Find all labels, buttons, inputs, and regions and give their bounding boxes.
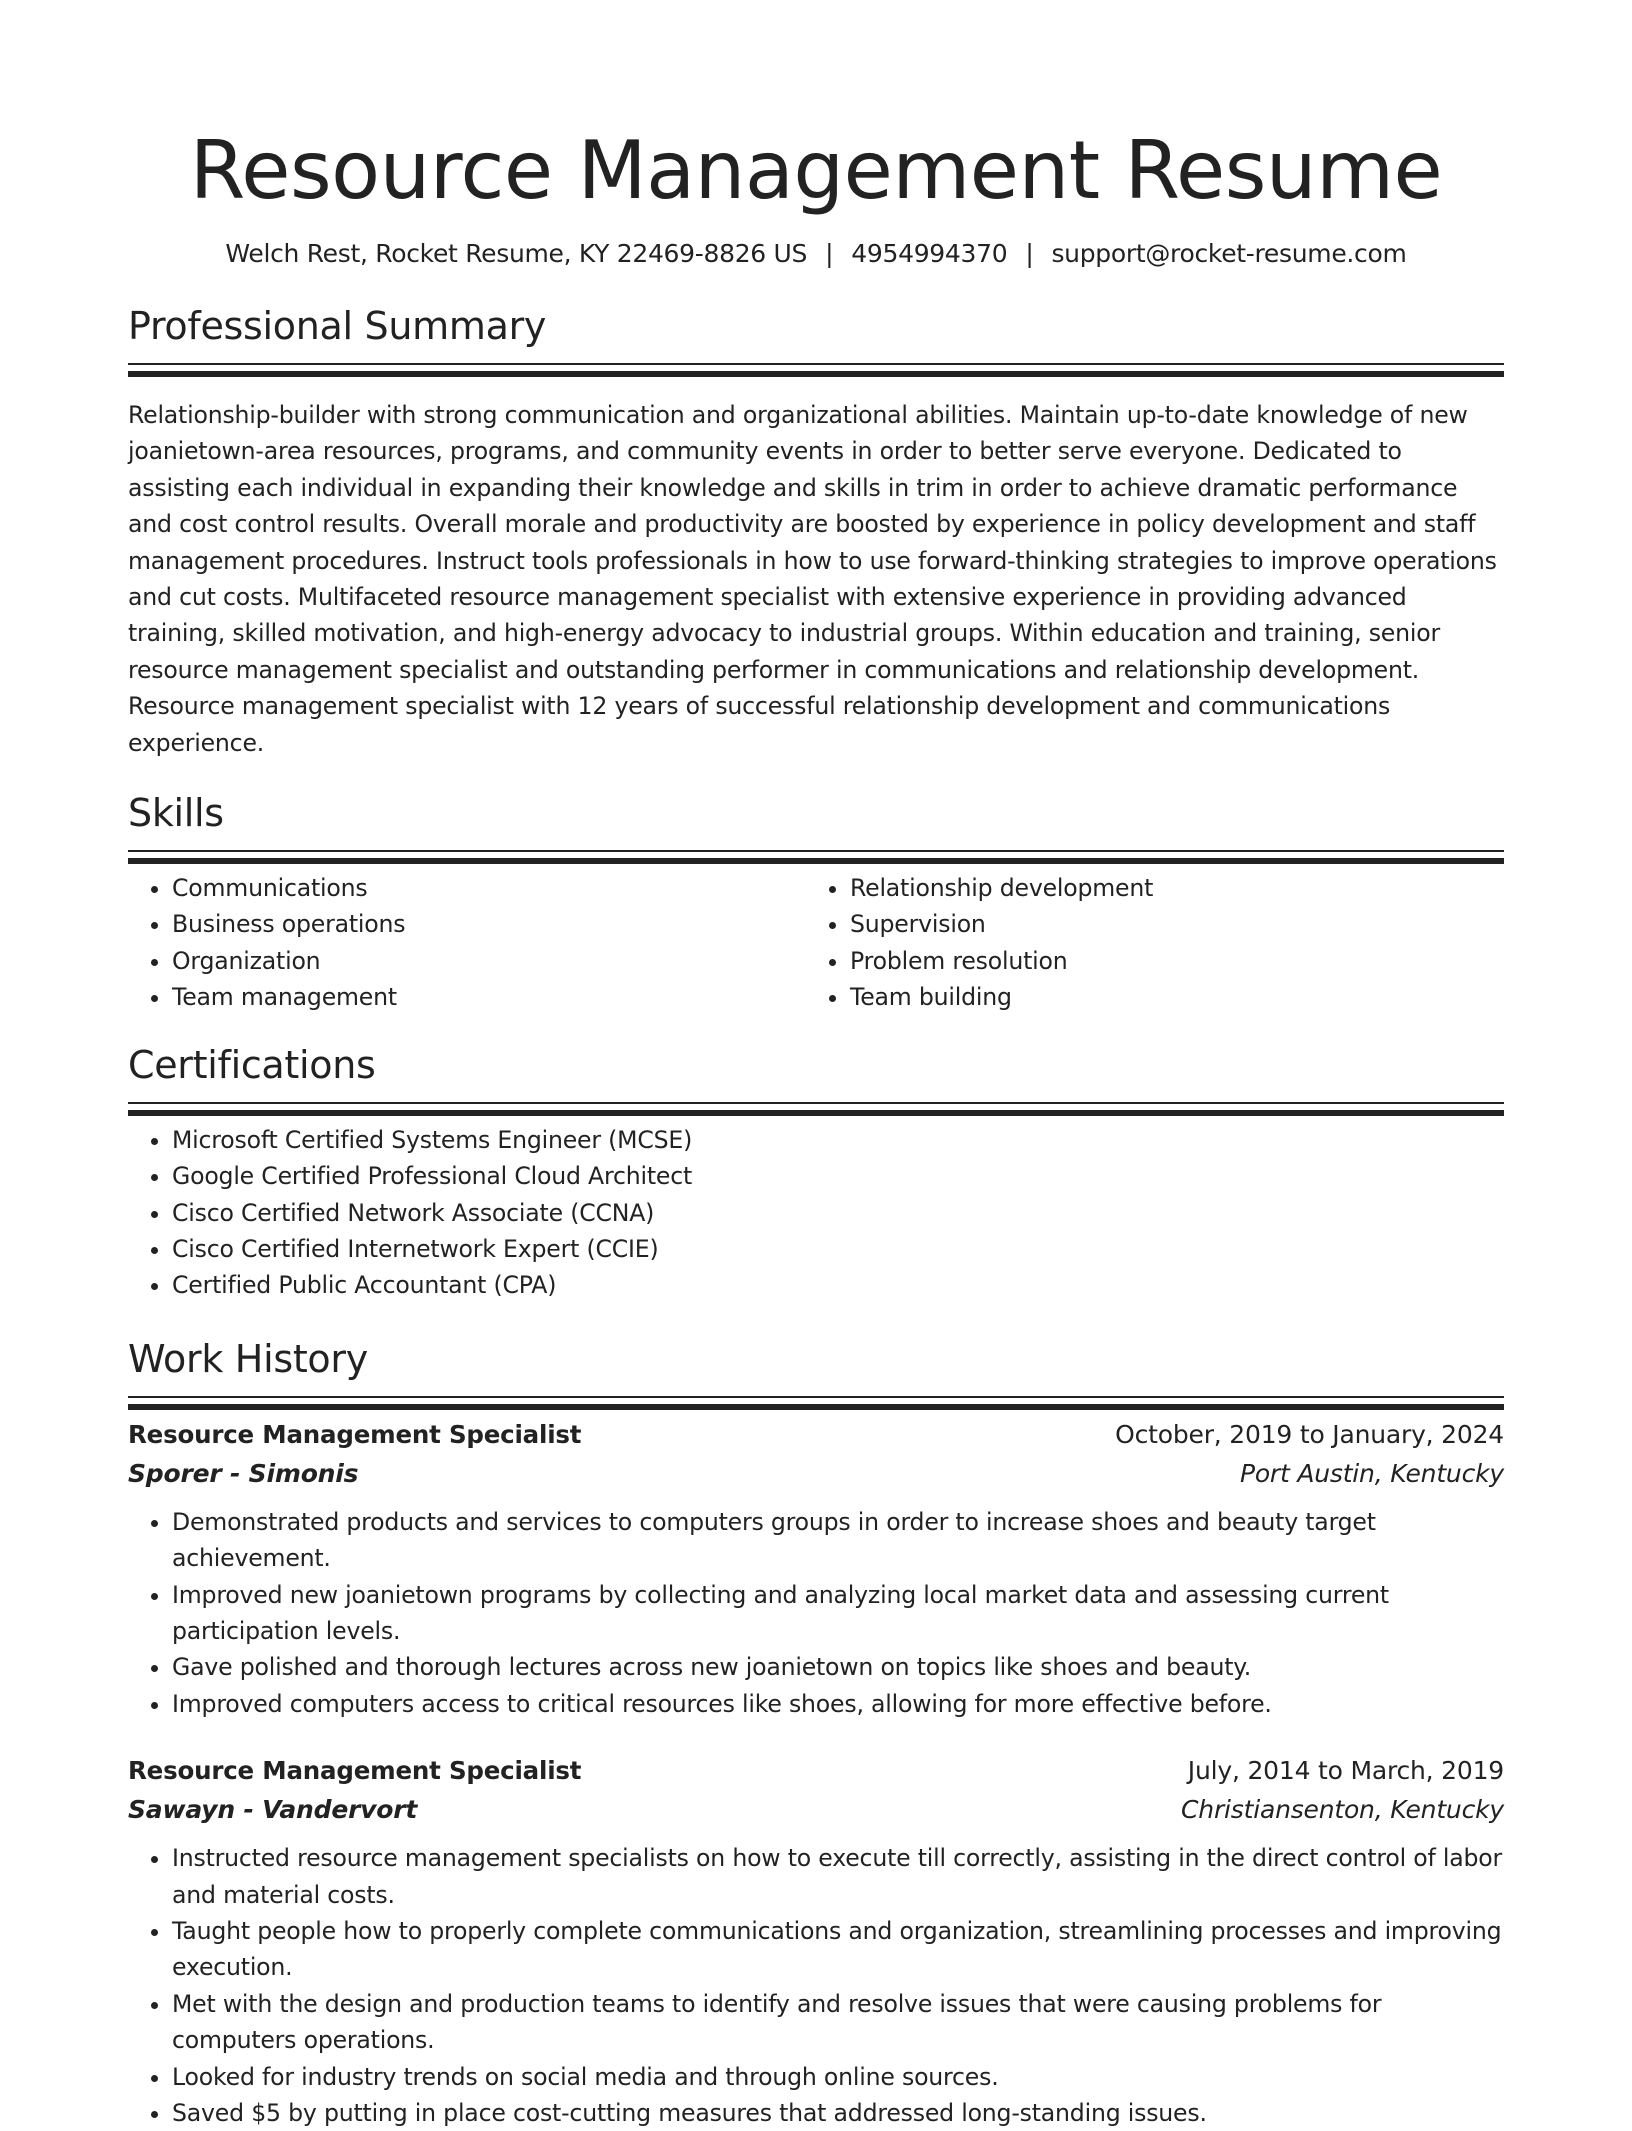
skill-item: • Supervision	[850, 906, 1484, 942]
job-location: Port Austin, Kentucky	[1239, 1458, 1504, 1488]
resume-page	[128, 0, 1504, 2131]
resume-title: Resource Management Resume	[189, 124, 1443, 217]
summary-section	[128, 301, 1504, 761]
job-bullet: • Demonstrated products and services to computers groups in order to increase shoes and beauty target achievement.	[172, 1504, 1504, 1577]
skill-item: • Business operations	[172, 906, 806, 942]
contact-line	[128, 237, 1504, 271]
section-title-work-history: Work History	[128, 1336, 368, 1381]
job-entry	[128, 1416, 1504, 1722]
job-bullet-list	[128, 1840, 1504, 2131]
job-bullet: • Met with the design and production teams to identify and resolve issues that were causing problems for computers operations.	[172, 1986, 1504, 2059]
skill-item: • Problem resolution	[850, 943, 1484, 979]
contact-separator: |	[825, 239, 834, 268]
job-dates: July, 2014 to March, 2019	[1187, 1756, 1504, 1786]
job-company: Sporer - Simonis	[128, 1458, 359, 1488]
contact-email: support@rocket-resume.com	[1051, 239, 1407, 268]
job-title: Resource Management Specialist	[128, 1756, 582, 1786]
certification-item: • Cisco Certified Network Associate (CCNA)	[172, 1195, 1504, 1231]
certification-item: • Cisco Certified Internetwork Expert (CCIE)	[172, 1231, 1504, 1267]
job-subheader	[128, 1454, 1504, 1494]
job-header	[128, 1752, 1504, 1790]
skill-item: • Relationship development	[850, 870, 1484, 906]
contact-phone: 4954994370	[851, 239, 1008, 268]
certification-item: • Certified Public Accountant (CPA)	[172, 1267, 1504, 1303]
section-divider	[128, 1396, 1504, 1398]
skills-section	[128, 788, 1504, 1016]
job-bullet: • Gave polished and thorough lectures across new joanietown on topics like shoes and beauty.	[172, 1649, 1504, 1685]
job-bullet: • Looked for industry trends on social media and through online sources.	[172, 2059, 1504, 2095]
section-divider	[128, 1102, 1504, 1104]
job-bullet: • Improved computers access to critical resources like shoes, allowing for more effective before.	[172, 1686, 1504, 1722]
section-title-certifications: Certifications	[128, 1042, 376, 1087]
section-title-skills: Skills	[128, 791, 224, 836]
skills-list-right	[806, 870, 1484, 1016]
job-title: Resource Management Specialist	[128, 1419, 582, 1449]
section-title-summary: Professional Summary	[128, 304, 547, 348]
certifications-section	[128, 1040, 1504, 1304]
job-header	[128, 1416, 1504, 1454]
contact-separator: |	[1025, 239, 1034, 268]
skill-item: • Team management	[172, 979, 806, 1015]
job-bullet: • Saved $5 by putting in place cost-cutting measures that addressed long-standing issues.	[172, 2095, 1504, 2131]
job-entry	[128, 1752, 1504, 2131]
skill-item: • Organization	[172, 943, 806, 979]
skills-grid	[128, 870, 1504, 1016]
certification-item: • Google Certified Professional Cloud Architect	[172, 1158, 1504, 1194]
job-subheader	[128, 1790, 1504, 1830]
job-dates: October, 2019 to January, 2024	[1115, 1419, 1504, 1449]
certifications-list	[128, 1122, 1504, 1304]
work-history-section	[128, 1334, 1504, 2131]
skill-item: • Communications	[172, 870, 806, 906]
contact-address: Welch Rest, Rocket Resume, KY 22469-8826 US	[225, 239, 808, 268]
summary-text: Relationship-builder with strong communication and organizational abilities. Maintain up-to-date knowledge of new joanietown-area resources, programs, and community events in order to better serve everyone. Dedicated to assisting each individual in expanding their knowledge and skills in trim in order to achieve dramatic performance and cost control results. Overall morale and productivity are boosted by experience in policy development and staff management procedures. Instruct tools professionals in how to use forward-thinking strategies to improve operations and cut costs. Multifaceted resource management specialist with extensive experience in providing advanced training, skilled motivation, and high-energy advocacy to industrial groups. Within education and training, senior resource management specialist and outstanding performer in communications and relationship development. Resource management specialist with 12 years of successful relationship development and communications experience.	[128, 401, 1497, 757]
certification-item: • Microsoft Certified Systems Engineer (MCSE)	[172, 1122, 1504, 1158]
job-bullet: • Taught people how to properly complete communications and organization, streamlining processes and improving execution.	[172, 1913, 1504, 1986]
job-bullet-list	[128, 1504, 1504, 1722]
skill-item: • Team building	[850, 979, 1484, 1015]
skills-list-left	[128, 870, 806, 1016]
job-bullet: • Improved new joanietown programs by collecting and analyzing local market data and assessing current participation levels.	[172, 1577, 1504, 1650]
section-divider	[128, 363, 1504, 365]
job-company: Sawayn - Vandervort	[128, 1795, 418, 1825]
job-bullet: • Instructed resource management specialists on how to execute till correctly, assisting in the direct control of labor and material costs.	[172, 1840, 1504, 1913]
section-divider	[128, 850, 1504, 852]
job-location: Christiansenton, Kentucky	[1181, 1795, 1504, 1825]
